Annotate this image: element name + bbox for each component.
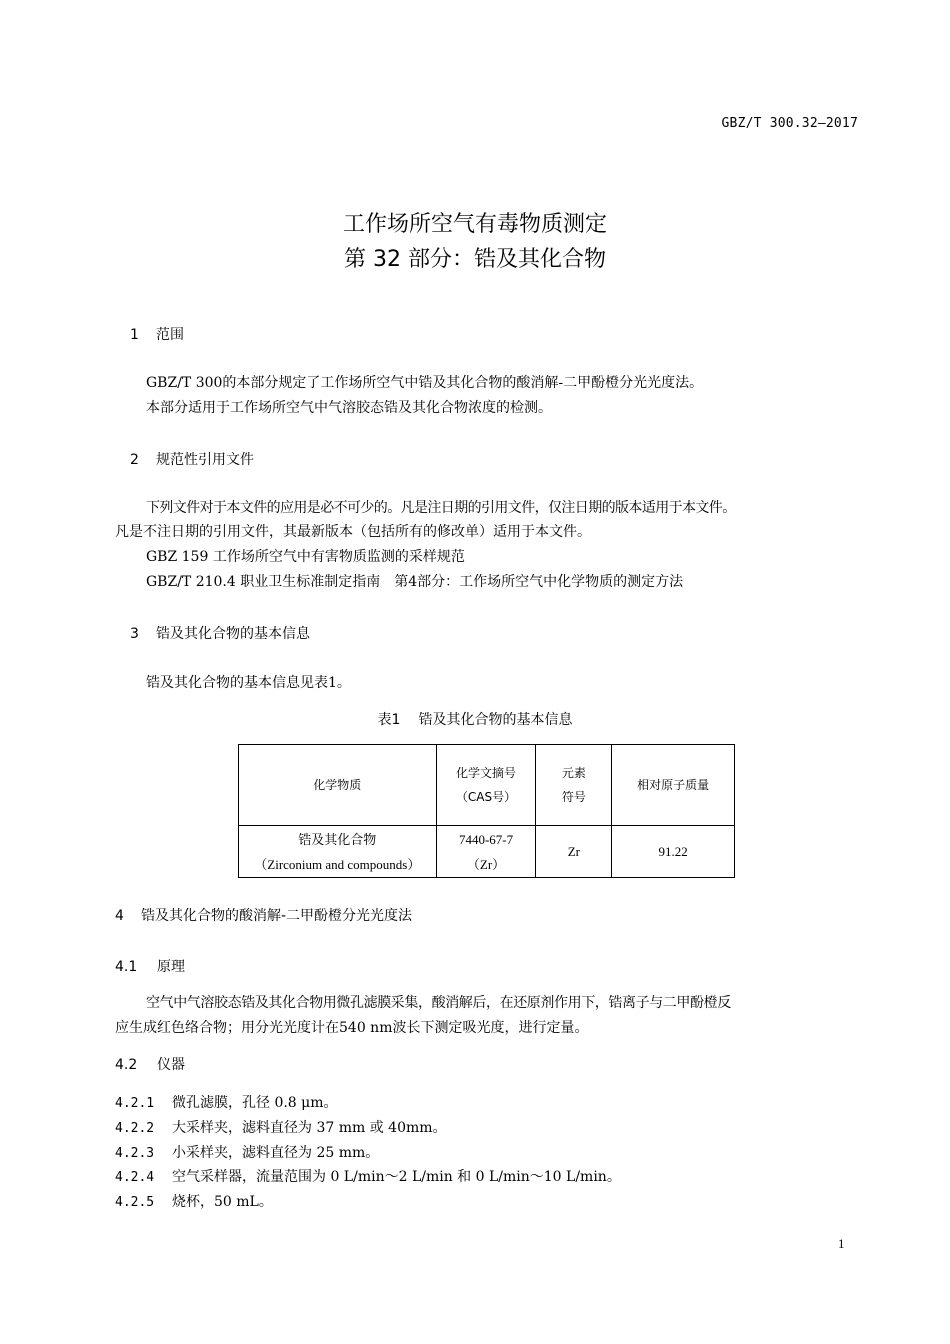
paragraph: GBZ/T 300的本部分规定了工作场所空气中锆及其化合物的酸消解-二甲酚橙分光光度法。 — [146, 375, 704, 391]
section-heading-4-1 — [115, 958, 185, 976]
cell-symbol: Zr — [536, 826, 612, 878]
header-cas: 化学文摘号 （CAS号） — [436, 745, 536, 826]
cell-cas: 7440-67-7 （Zr） — [436, 826, 536, 878]
cell-substance: 锆及其化合物 （Zirconium and compounds） — [239, 826, 437, 878]
section-number: 3 — [130, 626, 139, 642]
item-text: 小采样夹，滤料直径为 25 mm。 — [172, 1145, 380, 1161]
list-item — [115, 1143, 379, 1164]
item-number: 4.2.4 — [115, 1170, 155, 1185]
section-title: 仪器 — [157, 1057, 185, 1073]
section-number: 4.1 — [115, 959, 138, 975]
item-text: 大采样夹，滤料直径为 37 mm 或 40mm。 — [172, 1120, 447, 1136]
cell-atomic-mass: 91.22 — [612, 826, 735, 878]
section-title: 锆及其化合物的基本信息 — [156, 626, 310, 642]
list-item — [115, 1118, 447, 1139]
item-number: 4.2.3 — [115, 1146, 155, 1161]
document-title-line2: 第 32 部分：锆及其化合物 — [344, 247, 606, 272]
section-heading-3 — [130, 625, 310, 643]
item-number: 4.2.1 — [115, 1096, 155, 1111]
paragraph: 锆及其化合物的基本信息见表1。 — [146, 675, 351, 691]
section-title: 原理 — [157, 959, 185, 975]
list-item — [115, 1093, 338, 1114]
header-substance: 化学物质 — [239, 745, 437, 826]
list-item — [115, 1192, 273, 1213]
section-title: 范围 — [156, 327, 184, 343]
table-caption-title: 锆及其化合物的基本信息 — [418, 712, 573, 728]
section-heading-2 — [130, 451, 254, 469]
section-title: 规范性引用文件 — [156, 452, 254, 468]
reference-gbz159: GBZ 159 工作场所空气中有害物质监测的采样规范 — [146, 549, 465, 565]
basic-info-table — [238, 744, 735, 878]
item-number: 4.2.2 — [115, 1121, 155, 1136]
section-number: 2 — [130, 452, 139, 468]
section-heading-4 — [115, 907, 412, 925]
item-text: 空气采样器，流量范围为 0 L/min～2 L/min 和 0 L/min～10 L/min。 — [172, 1169, 621, 1185]
page-number: 1 — [838, 1236, 845, 1251]
table-caption-number: 表1 — [377, 712, 401, 728]
standard-code: GBZ/T 300.32—2017 — [721, 116, 858, 131]
section-number: 4.2 — [115, 1057, 138, 1073]
document-title-line1: 工作场所空气有毒物质测定 — [342, 212, 607, 237]
header-symbol: 元素 符号 — [536, 745, 612, 826]
paragraph: 下列文件对于本文件的应用是必不可少的。凡是注日期的引用文件，仅注日期的版本适用于本文件。 — [146, 500, 736, 516]
section-heading-4-2 — [115, 1056, 185, 1074]
item-text: 微孔滤膜，孔径 0.8 μm。 — [172, 1095, 338, 1111]
section-number: 1 — [130, 327, 139, 343]
table-row — [239, 826, 735, 878]
section-number: 4 — [115, 908, 124, 924]
table-header-row — [239, 745, 735, 826]
paragraph: 应生成红色络合物；用分光光度计在540 nm波长下测定吸光度，进行定量。 — [115, 1020, 589, 1036]
item-number: 4.2.5 — [115, 1195, 155, 1210]
table-caption — [0, 711, 950, 729]
list-item — [115, 1167, 621, 1188]
item-text: 烧杯，50 mL。 — [172, 1194, 273, 1210]
section-title: 锆及其化合物的酸消解-二甲酚橙分光光度法 — [141, 908, 413, 924]
paragraph: 本部分适用于工作场所空气中气溶胶态锆及其化合物浓度的检测。 — [146, 400, 552, 416]
paragraph: 凡是不注日期的引用文件，其最新版本（包括所有的修改单）适用于本文件。 — [115, 524, 591, 540]
reference-gbzt210-4: GBZ/T 210.4 职业卫生标准制定指南 第4部分：工作场所空气中化学物质的测定方法 — [146, 574, 684, 590]
paragraph: 空气中气溶胶态锆及其化合物用微孔滤膜采集，酸消解后，在还原剂作用下，锆离子与二甲酚橙反 — [146, 995, 731, 1011]
header-atomic-mass: 相对原子质量 — [612, 745, 735, 826]
section-heading-1 — [130, 326, 184, 344]
